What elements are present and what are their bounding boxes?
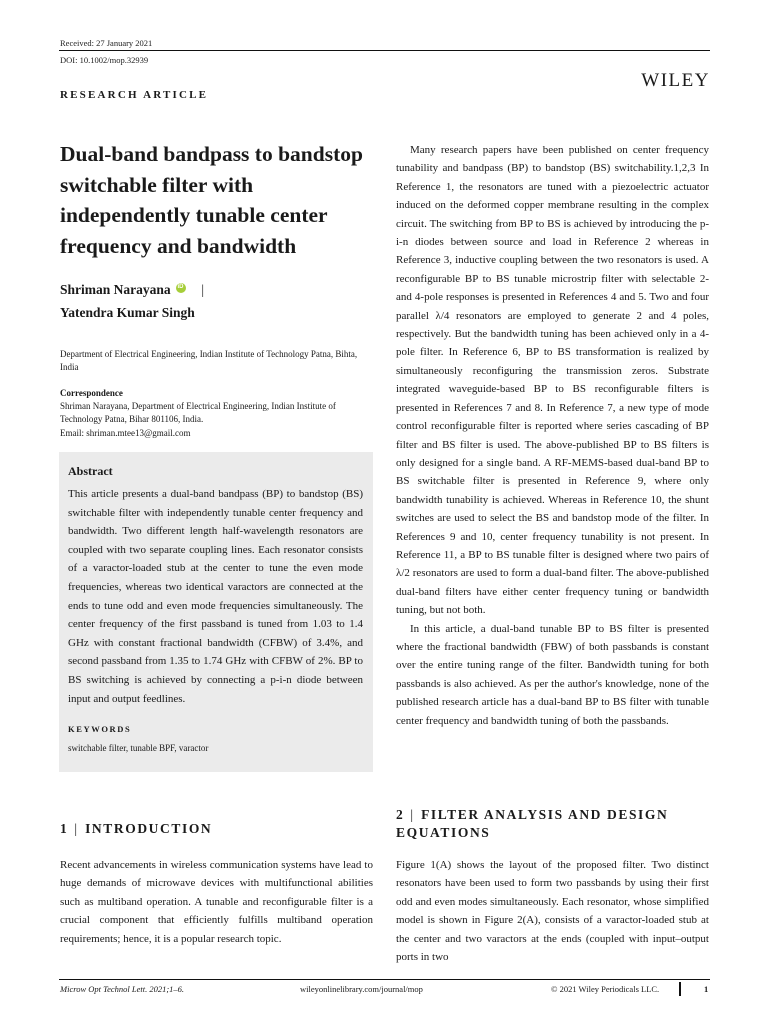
- footer-url[interactable]: wileyonlinelibrary.com/journal/mop: [300, 984, 423, 994]
- author-separator: |: [201, 282, 205, 297]
- author-name[interactable]: Yatendra Kumar Singh: [60, 305, 195, 320]
- section-number: 2: [396, 807, 405, 822]
- keywords-label: KEYWORDS: [68, 724, 132, 734]
- footer-rule: [59, 979, 710, 980]
- abstract-box: [59, 452, 373, 772]
- paragraph: In this article, a dual-band tunable BP to BS filter is presented where the fractional bandwidth (FBW) of both passbands is constant over the entire tuning range of the filter. Bandwidth tuning for both passbands is also achieved. As per the author's knowledge, none of the published research article has a dual-band BP to BS filter with tunable center frequency and bandwidth tuning of both the passbands.: [396, 622, 709, 727]
- affiliation: Department of Electrical Engineering, Indian Institute of Technology Patna, Bihta, India: [60, 349, 358, 373]
- keywords-list: switchable filter, tunable BPF, varactor: [68, 743, 209, 753]
- section-heading-introduction: [60, 821, 212, 837]
- abstract-label: Abstract: [68, 464, 113, 478]
- footer-journal: Microw Opt Technol Lett. 2021;1–6.: [60, 984, 185, 994]
- section-bar: |: [410, 807, 414, 822]
- section-title: INTRODUCTION: [85, 821, 213, 836]
- orcid-icon[interactable]: [176, 283, 186, 293]
- correspondence-label: Correspondence: [60, 388, 123, 398]
- right-column-text: [396, 141, 709, 730]
- paragraph: Recent advancements in wireless communication systems have lead to huge demands of microwave devices with multifunctional abilities such as multiband operation. A tunable and reconfigurable filter is a crucial component that efficiently fulfills multiband operation requirements; hence, it is a popular research topic.: [60, 859, 373, 945]
- author-2: [60, 305, 195, 321]
- abstract-text: This article presents a dual-band bandpass (BP) to bandstop (BS) switchable filter with independently tunable center frequency and bandwidth. Two different length half-wavelength resonators are coupled with two separate coupling lines. Each resonator consists of a varactor-loaded stub at the center to tune the even mode frequencies, whereas two identical varactors are connected at the ends to tune odd and even mode frequencies simultaneously. The center frequency of the first passband is tuned from 1.03 to 1.4 GHz with constant fractional bandwidth (CFBW) of 3.4%, and second passband from 1.35 to 1.74 GHz with CFBW of 2%. BP to BS switching is achieved by connecting a p-i-n diode between input and output feedlines.: [68, 488, 363, 705]
- page-number: 1: [704, 984, 709, 994]
- article-title: Dual-band bandpass to bandstop switchable filter with independently tunable center frequency and bandwidth: [60, 142, 363, 258]
- footer-copyright: © 2021 Wiley Periodicals LLC.: [551, 984, 660, 994]
- author-name[interactable]: Shriman Narayana: [60, 282, 171, 297]
- section-title: FILTER ANALYSIS AND DESIGN EQUATIONS: [396, 807, 669, 840]
- author-1: [60, 282, 204, 298]
- correspondence-text: Shriman Narayana, Department of Electrical Engineering, Indian Institute of Technology Patna, Bihar 801106, India.: [60, 401, 336, 425]
- correspondence-email[interactable]: Email: shriman.mtee13@gmail.com: [60, 427, 191, 438]
- paragraph: Many research papers have been published on center frequency tunability and bandpass (BP) to bandstop (BS) switchability.1,2,3 In Reference 1, the resonators are tuned with a piezoelectric actuator induced on the deformed copper membrane resulting in the complex circuit. The switching from BP to BS is achieved by introducing the p-i-n diodes between source and load in Reference 2 whereas in Reference 3, inductive coupling between the two resonators is used. A reconfigurable BP to BS tunable microstrip filter with selectable 2- and 4-pole responses is presented in References 4 and 5. Two and four parallel λ/4 resonators are employed to generate 2 and 4 poles, respectively. But the bandwidth tuning has been achieved only in a 4-pole filter. In Reference 6, BP to BS transformation is realized by simultaneously reconfiguring the transmission zeros. Substrate integrated waveguide-based BP to BS reconfigurable filters is presented in References 7 and 8. In Reference 7, a new type of mode control reconfigurable filter is reported where series cascading of BP filter and BS filter is used. The above-published BP to BS filters is only designed for a single band. A RF-MEMS-based dual-band BP to BS switchable filter is presented in Reference 9, where only bandwidth tunability is achieved. Whereas in Reference 10, the shunt switches are used to select the BS and bandstop mode of the filter. In References 9 and 10, center frequency tunability is not present. In Reference 11, a BP to BS tunable filter is designed where two pairs of λ/2 resonators are used to form a dual-band filter. The above-published dual-band filters have either center frequency tuning or bandwidth tuning, but not both.: [396, 144, 709, 617]
- received-date: Received: 27 January 2021: [60, 38, 153, 48]
- correspondence: [60, 387, 374, 440]
- section-bar: |: [74, 821, 78, 836]
- publisher-logo: WILEY: [641, 70, 710, 91]
- paragraph: Figure 1(A) shows the layout of the proposed filter. Two distinct resonators have been used to form two passbands by using their first odd and even modes simultaneously. Each resonator, whose simplified model is shown in Figure 2(A), consists of a varactor-loaded stub at the center and two varactors at the ends (coupled with input–output ports in two: [396, 859, 709, 964]
- analysis-paragraph: [396, 856, 709, 966]
- article-type: RESEARCH ARTICLE: [60, 89, 209, 101]
- footer-divider: [679, 982, 681, 996]
- header-rule: [59, 50, 710, 51]
- section-heading-filter-analysis: [396, 806, 716, 842]
- doi[interactable]: DOI: 10.1002/mop.32939: [60, 55, 149, 65]
- intro-paragraph: [60, 856, 373, 948]
- section-number: 1: [60, 821, 69, 836]
